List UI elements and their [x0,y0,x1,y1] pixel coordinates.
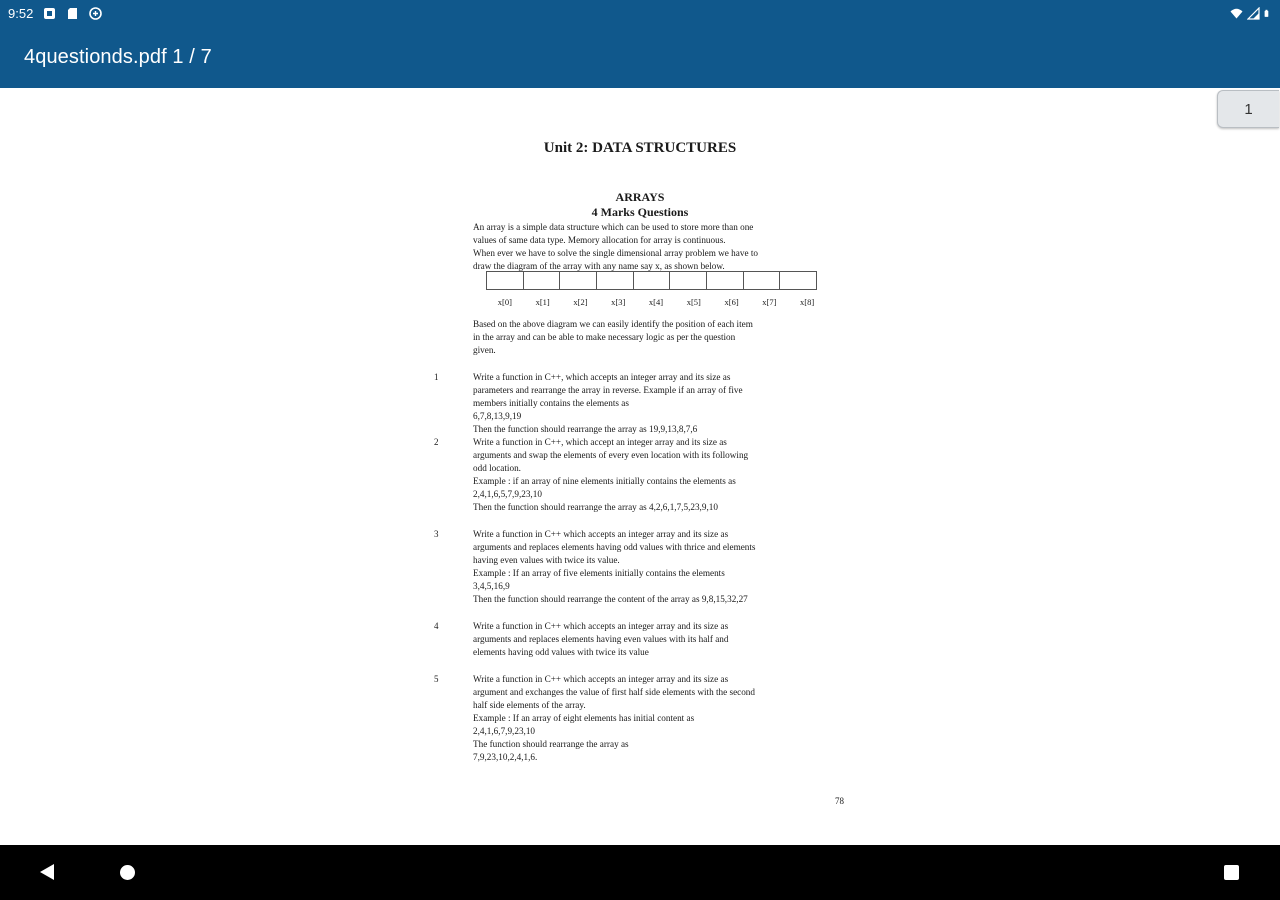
array-cell [669,271,707,290]
question-text: Write a function in C++, which accept an integer array and its size as arguments and swap the elements of every even location with its following odd location. Example : if an array of nine elements initially contains the elements as 2,4,1,6,5,7,9,23,10 Then the function should rearrange the array as 4,2,6,1,7,5,23,9,10 [473,437,749,512]
unit-title: Unit 2: DATA STRUCTURES [543,140,737,156]
intro-paragraph: An array is a simple data structure which can be used to store more than one values of same data type. Memory allocation for array is continuous. When ever we have to solve the single dimensional array problem we have to draw the diagram of the array with any name say x, as shown below. [473,222,758,271]
array-label: x[8] [800,297,815,307]
array-cell [779,271,817,290]
back-icon[interactable] [40,864,54,880]
notification-icon [43,7,56,20]
array-label: x[7] [762,297,777,307]
array-diagram [486,271,816,291]
array-label: x[0] [497,297,512,307]
question-number: 1 [434,372,439,382]
status-right-group [1230,7,1272,20]
status-left-group [8,6,102,21]
section-title: ARRAYS [615,190,665,204]
signal-icon [1247,7,1260,20]
question-number: 2 [434,437,439,447]
question-text: Write a function in C++ which accepts an integer array and its size as argument and exchanges the value of first half side elements with the second half side elements of the array. Example : If an array of eight elements has initial content as 2,4,1,6,7,9,23,10 The function should rearrange the array as 7,9,23,10,2,4,1,6. [473,674,755,762]
diagram-explanation: Based on the above diagram we can easily identify the position of each item in the array and can be able to make necessary logic as per the question given. [473,319,753,355]
battery-icon [1264,7,1272,20]
pdf-viewer[interactable] [0,88,1280,845]
home-icon[interactable] [120,865,135,880]
status-time: 9:52 [8,5,34,21]
array-cell [523,271,561,290]
question-number: 4 [434,621,439,631]
marks-title: 4 Marks Questions [591,205,689,219]
question-text: Write a function in C++, which accepts an integer array and its size as parameters and rearrange the array in reverse. Example if an array of five members initially contains the elements as 6,7,8,13,9,19 Then the function should rearrange the array as 19,9,13,8,7,6 [473,372,743,434]
wifi-icon [1230,7,1243,20]
status-bar [0,0,1280,26]
recents-icon[interactable] [1224,865,1239,880]
array-label: x[2] [573,297,588,307]
pdf-page [0,88,1280,845]
array-label: x[1] [535,297,550,307]
question-text: Write a function in C++ which accepts an integer array and its size as arguments and replaces elements having odd values with thrice and elements having even values with twice its value. Example : If an array of five elements initially contains the elements 3,4,5,16,9 Then the function should rearrange the content of the array as 9,8,15,32,27 [473,529,756,604]
question-text: Write a function in C++ which accepts an integer array and its size as arguments and replaces elements having even values with its half and elements having odd values with twice its value [473,621,729,657]
page-indicator-value: 1 [1244,100,1253,118]
page-indicator-tab[interactable] [1217,90,1279,128]
array-cell [743,271,781,290]
pdf-page-number: 78 [835,796,844,806]
question-number: 3 [434,529,439,539]
array-index-labels [486,297,826,311]
question-number: 5 [434,674,439,684]
array-cell [486,271,524,290]
array-label: x[3] [611,297,626,307]
array-label: x[4] [648,297,664,307]
array-label: x[6] [724,297,739,307]
array-cell [596,271,634,290]
data-saver-icon [89,7,102,20]
sd-card-icon [66,7,79,20]
array-cell [706,271,744,290]
navigation-bar [0,845,1280,900]
array-cell [559,271,597,290]
document-title: 4questionds.pdf 1 / 7 [24,45,212,68]
array-label: x[5] [686,297,701,307]
array-cell [633,271,671,290]
app-bar [0,26,1280,88]
